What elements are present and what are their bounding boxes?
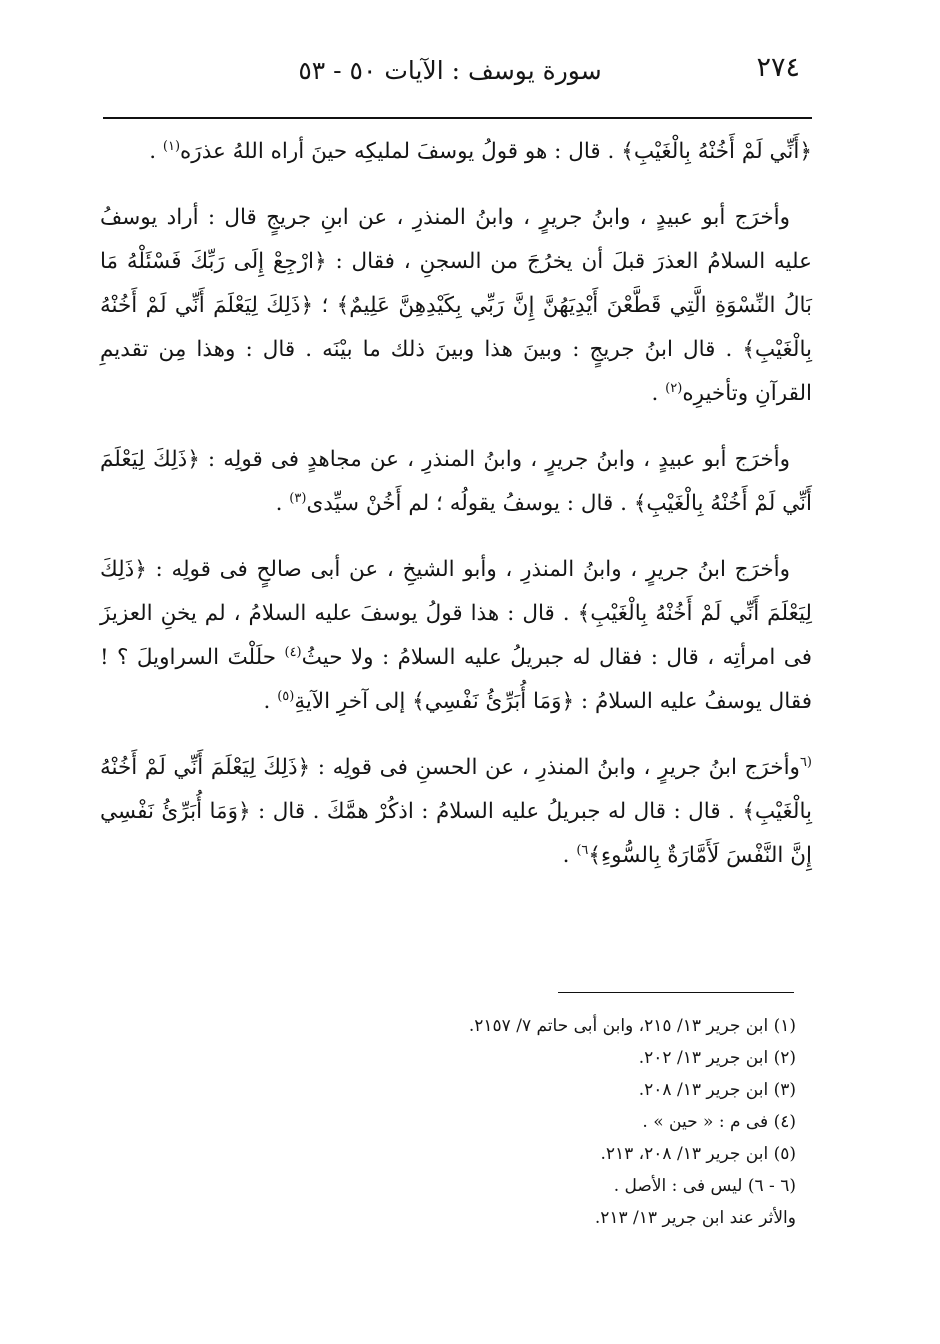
footnote-ref: (١) (162, 138, 181, 154)
main-text (100, 130, 812, 900)
paragraph-5 (100, 746, 812, 878)
footnote-ref-close: ٦) (576, 842, 589, 858)
footnote-5: (٥) ابن جرير ١٣/ ٢٠٨، ٢١٣. (600, 1144, 796, 1164)
paragraph-4 (100, 548, 812, 724)
footnote-ref: (٣) (289, 490, 307, 506)
paragraph-tail: . (263, 689, 278, 714)
paragraph-text: وأخرَج أبو عبيدٍ ، وابنُ جريرٍ ، وابنُ المنذرِ ، عن ابنِ جريجٍ قال : أراد يوسفُ عليه السلامُ العذرَ قبلَ أن يخرُجَ من السجنِ ، فقال : ﴿ارْجِعْ إِلَى رَبِّكَ فَسْئَلْهُ مَا بَالُ النِّسْوَةِ الَّتِي قَطَّعْنَ أَيْدِيَهُنَّ إِنَّ رَبِّي بِكَيْدِهِنَّ عَلِيمٌ﴾ ؛ ﴿ذَلِكَ لِيَعْلَمَ أَنِّي لَمْ أَخُنْهُ بِالْغَيْبِ﴾ . قال ابنُ جريجٍ : وبينَ هذا وبينَ ذلك ما بيْنَه . قال : وهذا مِن تقديمِ القرآنِ وتأخيرِه (100, 205, 812, 406)
paragraph-3 (100, 438, 812, 526)
footnote-6: (٦ - ٦) ليس فى : الأصل . (613, 1176, 796, 1196)
footnote-ref-open: (٦ (799, 754, 812, 770)
footnote-rule (558, 992, 794, 993)
footnote-4: (٤) فى م : « حين » . (642, 1112, 796, 1132)
paragraph-text-continued: حلَلْتَ السراويلَ ؟ ! فقال يوسفُ عليه السلامُ : ﴿وَمَا أُبَرِّئُ نَفْسِي﴾ إلى آخرِ الآيةِ (100, 645, 812, 714)
paragraph-1 (100, 130, 812, 174)
paragraph-2 (100, 196, 812, 416)
header-rule (103, 117, 812, 119)
running-header (100, 52, 800, 98)
paragraph-tail: . (275, 491, 290, 516)
footnote-ref: (٥) (277, 688, 295, 704)
footnotes (300, 1010, 796, 1234)
footnote-1: (١) ابن جرير ١٣/ ٢١٥، وابن أبى حاتم ٧/ ٢١٥٧. (468, 1016, 796, 1036)
paragraph-tail: . (149, 139, 163, 164)
running-title: سورة يوسف : الآيات ٥٠ - ٥٣ (298, 56, 602, 85)
paragraph-text: وأخرَج ابنُ جريرٍ ، وابنُ المنذرِ ، عن الحسنِ فى قولِه : ﴿ذَلِكَ لِيَعْلَمَ أَنِّي لَمْ أَخُنْهُ بِالْغَيْبِ﴾ . قال : قال له جبريلُ عليه السلامُ : اذكُرْ همَّكَ . قال : ﴿وَمَا أُبَرِّئُ نَفْسِي إِنَّ النَّفْسَ لَأَمَّارَةٌ بِالسُّوءِ﴾ (100, 755, 812, 868)
paragraph-text: وأخرَج ابنُ جريرٍ ، وابنُ المنذرِ ، وأبو الشيخِ ، عن أبى صالحٍ فى قولِه : ﴿ذَلِكَ لِيَعْلَمَ أَنِّي لَمْ أَخُنْهُ بِالْغَيْبِ﴾ . قال : هذا قولُ يوسفَ عليه السلامُ ، لم يخنِ العزيزَ فى امرأتِه ، قال : فقال له جبريلُ عليه السلامُ : ولا حيثُ (100, 557, 812, 670)
footnote-2: (٢) ابن جرير ١٣/ ٢٠٢. (638, 1048, 796, 1068)
footnote-6-note: والأثر عند ابن جرير ١٣/ ٢١٣. (594, 1208, 796, 1228)
paragraph-tail: . (562, 843, 577, 868)
footnote-ref: (٢) (665, 380, 683, 396)
paragraph-tail: . (651, 381, 666, 406)
footnote-ref: (٤) (284, 644, 302, 660)
page-number: ٢٧٤ (756, 52, 800, 83)
paragraph-text: وأخرَج أبو عبيدٍ ، وابنُ جريرٍ ، وابنُ المنذرِ ، عن مجاهدٍ فى قولِه : ﴿ذَلِكَ لِيَعْلَمَ أَنِّي لَمْ أَخُنْهُ بِالْغَيْبِ﴾ . قال : يوسفُ يقولُه ؛ لم أَخُنْ سيِّدى (100, 447, 812, 516)
footnote-3: (٣) ابن جرير ١٣/ ٢٠٨. (638, 1080, 796, 1100)
paragraph-text: ﴿أَنِّي لَمْ أَخُنْهُ بِالْغَيْبِ﴾ . قال : هو قولُ يوسفَ لمليكِه حينَ أراه اللهُ عذرَه (180, 139, 812, 164)
